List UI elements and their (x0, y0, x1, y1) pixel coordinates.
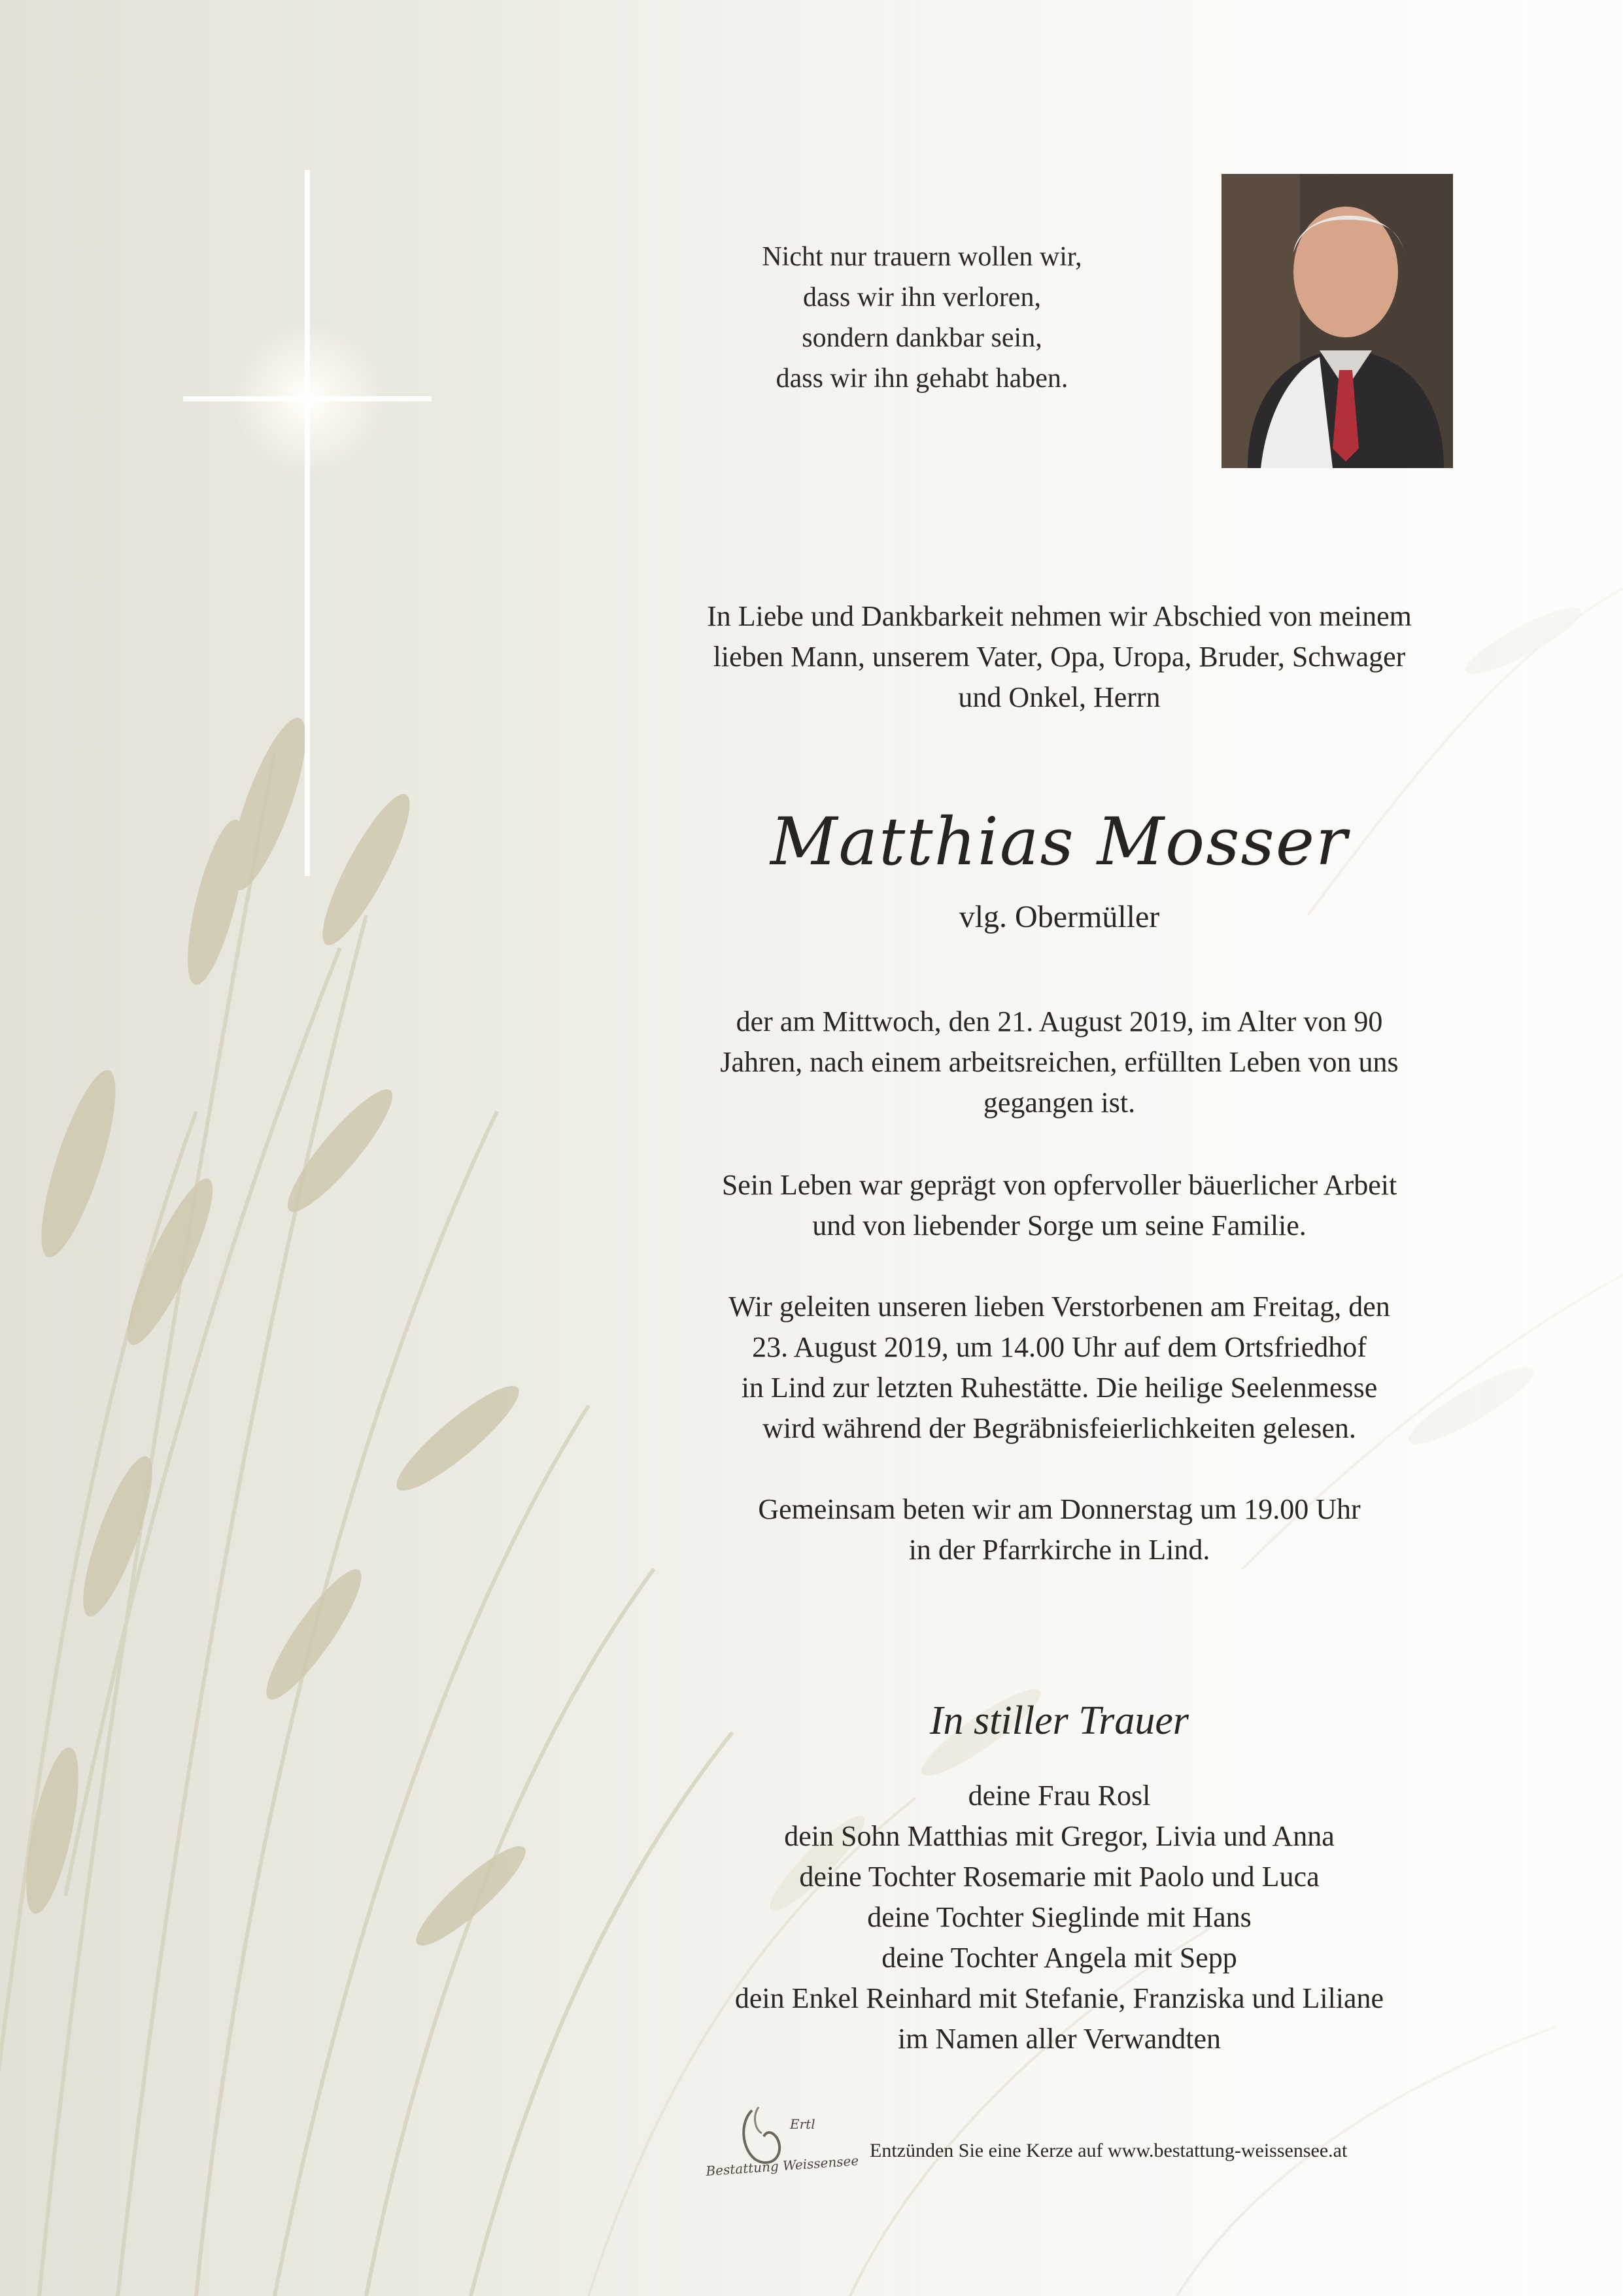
mourner-line: im Namen aller Verwandten (897, 2023, 1221, 2055)
mourners-list (589, 1776, 1530, 2059)
mourner-line: deine Tochter Angela mit Sepp (881, 1942, 1237, 1974)
paragraph-line: in der Pfarrkirche in Lind. (908, 1534, 1210, 1566)
prayer-paragraph (589, 1489, 1530, 1570)
intro-line: und Onkel, Herrn (958, 681, 1161, 713)
verse-line: Nicht nur trauern wollen wir, (762, 242, 1082, 272)
paragraph-line: der am Mittwoch, den 21. August 2019, im Alter von 90 (736, 1005, 1383, 1038)
death-notice-paragraph (589, 1002, 1530, 1123)
mourner-line: deine Frau Rosl (968, 1780, 1151, 1812)
logo-name-text: Bestattung Weissensee (705, 2152, 859, 2179)
mourner-line: deine Tochter Sieglinde mit Hans (867, 1901, 1252, 1933)
mourner-line: deine Tochter Rosemarie mit Paolo und Luca (799, 1861, 1320, 1893)
intro-text (589, 596, 1530, 718)
life-paragraph (589, 1165, 1530, 1246)
paragraph-line: 23. August 2019, um 14.00 Uhr auf dem Ortsfriedhof (752, 1331, 1367, 1363)
portrait-illustration (1222, 174, 1453, 468)
deceased-name: Matthias Mosser (770, 803, 1348, 880)
verse-line: sondern dankbar sein, (802, 323, 1042, 353)
paragraph-line: Gemeinsam beten wir am Donnerstag um 19.00 Uhr (758, 1493, 1361, 1525)
portrait-photo (1222, 174, 1453, 468)
paragraph-line: in Lind zur letzten Ruhestätte. Die heilige Seelenmesse (741, 1372, 1378, 1404)
bestattung-logo-icon (705, 2097, 859, 2182)
paragraph-line: gegangen ist. (983, 1087, 1136, 1119)
mourner-line: dein Enkel Reinhard mit Stefanie, Franziska und Liliane (734, 1982, 1384, 2014)
paragraph-line: und von liebender Sorge um seine Familie. (812, 1209, 1307, 1241)
paragraph-line: wird während der Begräbnisfeierlichkeiten gelesen. (762, 1412, 1356, 1444)
footer-candle-link[interactable]: Entzünden Sie eine Kerze auf www.bestattung-weissensee.at (870, 2140, 1348, 2161)
logo-top-text: Ertl (790, 2116, 815, 2132)
paragraph-line: Sein Leben war geprägt von opfervoller bäuerlicher Arbeit (721, 1169, 1397, 1201)
vulgo-name: vlg. Obermüller (959, 900, 1160, 934)
verse-line: dass wir ihn gehabt haben. (776, 363, 1068, 394)
verse (628, 237, 1216, 399)
intro-line: In Liebe und Dankbarkeit nehmen wir Abschied von meinem (707, 600, 1412, 632)
funeral-paragraph (589, 1287, 1530, 1449)
verse-line: dass wir ihn verloren, (803, 282, 1041, 312)
paragraph-line: Jahren, nach einem arbeitsreichen, erfüllten Leben von uns (720, 1046, 1399, 1078)
grief-heading: In stiller Trauer (929, 1698, 1189, 1743)
paragraph-line: Wir geleiten unseren lieben Verstorbenen am Freitag, den (728, 1291, 1390, 1323)
intro-line: lieben Mann, unserem Vater, Opa, Uropa, Bruder, Schwager (713, 641, 1406, 673)
mourner-line: dein Sohn Matthias mit Gregor, Livia und Anna (784, 1820, 1335, 1852)
